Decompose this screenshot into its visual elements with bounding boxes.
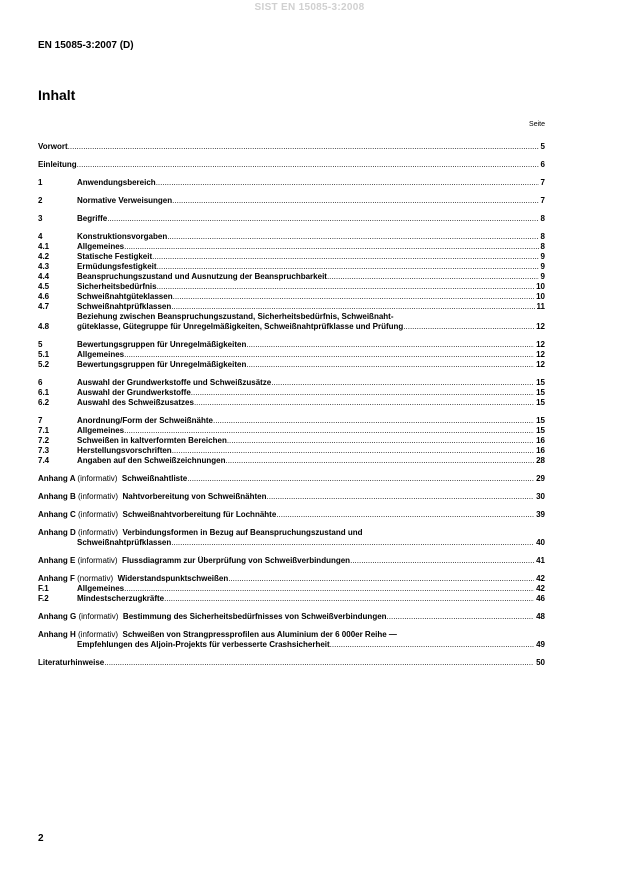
toc-page: 9 [540, 272, 545, 281]
toc-label: Anwendungsbereich [77, 178, 156, 187]
toc-page: 39 [536, 510, 545, 519]
toc-page: 9 [540, 252, 545, 261]
toc-entry-4-1[interactable] [38, 242, 545, 252]
toc-page: 7 [540, 178, 545, 187]
toc-label: Anhang G (informativ) Bestimmung des Sicherheitsbedürfnisses von Schweißverbindungen [38, 612, 387, 621]
toc-number: 4.5 [38, 282, 50, 291]
toc-label: Vorwort [38, 142, 68, 151]
toc-entry-anhang-c[interactable] [38, 510, 545, 520]
toc-entry-7-4[interactable] [38, 456, 545, 466]
toc-number: 2 [38, 196, 43, 205]
toc-entry-anhang-g[interactable] [38, 612, 545, 622]
toc-page: 15 [536, 398, 545, 407]
watermark: SIST EN 15085-3:2008 [254, 2, 365, 13]
toc-page: 15 [536, 416, 545, 425]
toc-page: 40 [536, 538, 545, 547]
toc-label: Auswahl des Schweißzusatzes [77, 398, 194, 407]
toc-entry-4-6[interactable] [38, 292, 545, 302]
toc-page: 6 [540, 160, 545, 169]
toc-label-line1: Anhang H (informativ) Schweißen von Strangpressprofilen aus Aluminium der 6 000er Reihe — [38, 630, 397, 639]
toc-entry-6-2[interactable] [38, 398, 545, 408]
toc-page: 48 [536, 612, 545, 621]
toc-page: 8 [540, 214, 545, 223]
toc-entry-7-2[interactable] [38, 436, 545, 446]
toc-entry-anhang-d[interactable] [38, 528, 545, 548]
toc-label-line2: Empfehlungen des Aljoin-Projekts für verbesserte Crashsicherheit [77, 640, 330, 649]
toc-number: 3 [38, 214, 43, 223]
toc-label: Auswahl der Grundwerkstoffe und Schweißzusätze [77, 378, 272, 387]
toc-label: Sicherheitsbedürfnis [77, 282, 157, 291]
toc-page: 10 [536, 292, 545, 301]
toc-page: 28 [536, 456, 545, 465]
toc-entry-anhang-a[interactable] [38, 474, 545, 484]
toc-entry-7[interactable] [38, 416, 545, 426]
toc-label: Angaben auf den Schweißzeichnungen [77, 456, 226, 465]
toc-label: Allgemeines [77, 584, 125, 593]
table-of-contents [38, 142, 545, 668]
toc-number: 5 [38, 340, 43, 349]
toc-page: 15 [536, 426, 545, 435]
toc-entry-5-1[interactable] [38, 350, 545, 360]
toc-entry-4-8[interactable] [38, 312, 545, 332]
toc-label-line1: Beziehung zwischen Beanspruchungszustand, Sicherheitsbedürfnis, Schweißnaht- [77, 312, 394, 321]
toc-label: Literaturhinweise [38, 658, 105, 667]
toc-number: 4.3 [38, 262, 50, 271]
toc-entry-4-7[interactable] [38, 302, 545, 312]
toc-number: 5.1 [38, 350, 50, 359]
toc-label: Anhang B (informativ) Nahtvorbereitung von Schweißnähten [38, 492, 267, 501]
toc-page: 12 [536, 340, 545, 349]
toc-entry-2[interactable] [38, 196, 545, 206]
toc-page: 5 [540, 142, 545, 151]
toc-page: 42 [536, 574, 545, 583]
toc-label: Ermüdungsfestigkeit [77, 262, 157, 271]
document-id: EN 15085-3:2007 (D) [38, 40, 134, 51]
toc-entry-1[interactable] [38, 178, 545, 188]
toc-label: Anhang F (normativ) Widerstandspunktschweißen [38, 574, 229, 583]
toc-entry-einleitung[interactable] [38, 160, 545, 170]
toc-entry-4-3[interactable] [38, 262, 545, 272]
toc-label: Schweißnahtgüteklassen [77, 292, 173, 301]
toc-entry-vorwort[interactable] [38, 142, 545, 152]
toc-entry-7-1[interactable] [38, 426, 545, 436]
toc-number: 4 [38, 232, 43, 241]
toc-label: Allgemeines [77, 350, 125, 359]
toc-label: Mindestscherzugkräfte [77, 594, 165, 603]
toc-label: Allgemeines [77, 242, 125, 251]
toc-label: Bewertungsgruppen für Unregelmäßigkeiten [77, 340, 247, 349]
toc-page: 46 [536, 594, 545, 603]
toc-entry-4-2[interactable] [38, 252, 545, 262]
toc-page: 15 [536, 378, 545, 387]
toc-number: 7.3 [38, 446, 50, 455]
toc-page: 15 [536, 388, 545, 397]
toc-number: 7.1 [38, 426, 50, 435]
toc-number: 5.2 [38, 360, 50, 369]
toc-page: 11 [536, 302, 545, 311]
toc-page: 10 [536, 282, 545, 291]
toc-number: 4.8 [38, 322, 50, 331]
toc-label: Anhang A (informativ) Schweißnahtliste [38, 474, 188, 483]
toc-page: 8 [540, 242, 545, 251]
toc-page: 42 [536, 584, 545, 593]
toc-number: 4.6 [38, 292, 50, 301]
toc-entry-literatur[interactable] [38, 658, 545, 668]
toc-number: 7 [38, 416, 43, 425]
toc-number: 7.4 [38, 456, 50, 465]
toc-page: 50 [536, 658, 545, 667]
toc-entry-anhang-b[interactable] [38, 492, 545, 502]
toc-number: F.1 [38, 584, 49, 593]
toc-page: 16 [536, 446, 545, 455]
toc-entry-f-2[interactable] [38, 594, 545, 604]
toc-entry-3[interactable] [38, 214, 545, 224]
toc-entry-4-4[interactable] [38, 272, 545, 282]
toc-page: 29 [536, 474, 545, 483]
toc-number: 6.2 [38, 398, 50, 407]
toc-number: 4.1 [38, 242, 50, 251]
toc-label: Bewertungsgruppen für Unregelmäßigkeiten [77, 360, 247, 369]
toc-label: Herstellungsvorschriften [77, 446, 172, 455]
toc-page: 12 [536, 322, 545, 331]
toc-page: 12 [536, 350, 545, 359]
toc-entry-6-1[interactable] [38, 388, 545, 398]
toc-label-line1: Anhang D (informativ) Verbindungsformen in Bezug auf Beanspruchungszustand und [38, 528, 363, 537]
toc-entry-6[interactable] [38, 378, 545, 388]
toc-page: 8 [540, 232, 545, 241]
toc-entry-5[interactable] [38, 340, 545, 350]
toc-entry-4-5[interactable] [38, 282, 545, 292]
toc-number: 6 [38, 378, 43, 387]
toc-entry-4[interactable] [38, 232, 545, 242]
toc-page: 16 [536, 436, 545, 445]
toc-page: 9 [540, 262, 545, 271]
toc-label: Allgemeines [77, 426, 125, 435]
toc-number: 6.1 [38, 388, 50, 397]
toc-page: 12 [536, 360, 545, 369]
toc-label: Anhang C (informativ) Schweißnahtvorbereitung für Lochnähte [38, 510, 277, 519]
toc-label: Schweißen in kaltverformten Bereichen [77, 436, 227, 445]
toc-label: Auswahl der Grundwerkstoffe [77, 388, 191, 397]
toc-page: 49 [536, 640, 545, 649]
toc-label: Anordnung/Form der Schweißnähte [77, 416, 214, 425]
toc-label-line2: güteklasse, Gütegruppe für Unregelmäßigkeiten, Schweißnahtprüfklasse und Prüfung [77, 322, 404, 331]
toc-entry-7-3[interactable] [38, 446, 545, 456]
toc-number: F.2 [38, 594, 49, 603]
toc-number: 7.2 [38, 436, 50, 445]
toc-entry-anhang-h[interactable] [38, 630, 545, 650]
toc-page: 30 [536, 492, 545, 501]
page-title: Inhalt [38, 87, 76, 103]
toc-label-line2: Schweißnahtprüfklassen [77, 538, 172, 547]
toc-label: Beanspruchungszustand und Ausnutzung der Beanspruchbarkeit [77, 272, 327, 281]
toc-entry-f-1[interactable] [38, 584, 545, 594]
toc-label: Einleitung [38, 160, 77, 169]
toc-entry-5-2[interactable] [38, 360, 545, 370]
toc-number: 1 [38, 178, 43, 187]
toc-label: Konstruktionsvorgaben [77, 232, 168, 241]
toc-page: 7 [540, 196, 545, 205]
toc-page: 41 [536, 556, 545, 565]
toc-number: 4.2 [38, 252, 50, 261]
toc-label: Normative Verweisungen [77, 196, 173, 205]
toc-entry-anhang-f[interactable] [38, 574, 545, 584]
toc-label: Anhang E (informativ) Flussdiagramm zur Überprüfung von Schweißverbindungen [38, 556, 351, 565]
seite-label: Seite [529, 121, 545, 128]
toc-number: 4.4 [38, 272, 50, 281]
toc-label: Begriffe [77, 214, 108, 223]
page-number: 2 [38, 833, 44, 844]
toc-entry-anhang-e[interactable] [38, 556, 545, 566]
toc-number: 4.7 [38, 302, 50, 311]
toc-label: Statische Festigkeit [77, 252, 153, 261]
toc-label: Schweißnahtprüfklassen [77, 302, 172, 311]
